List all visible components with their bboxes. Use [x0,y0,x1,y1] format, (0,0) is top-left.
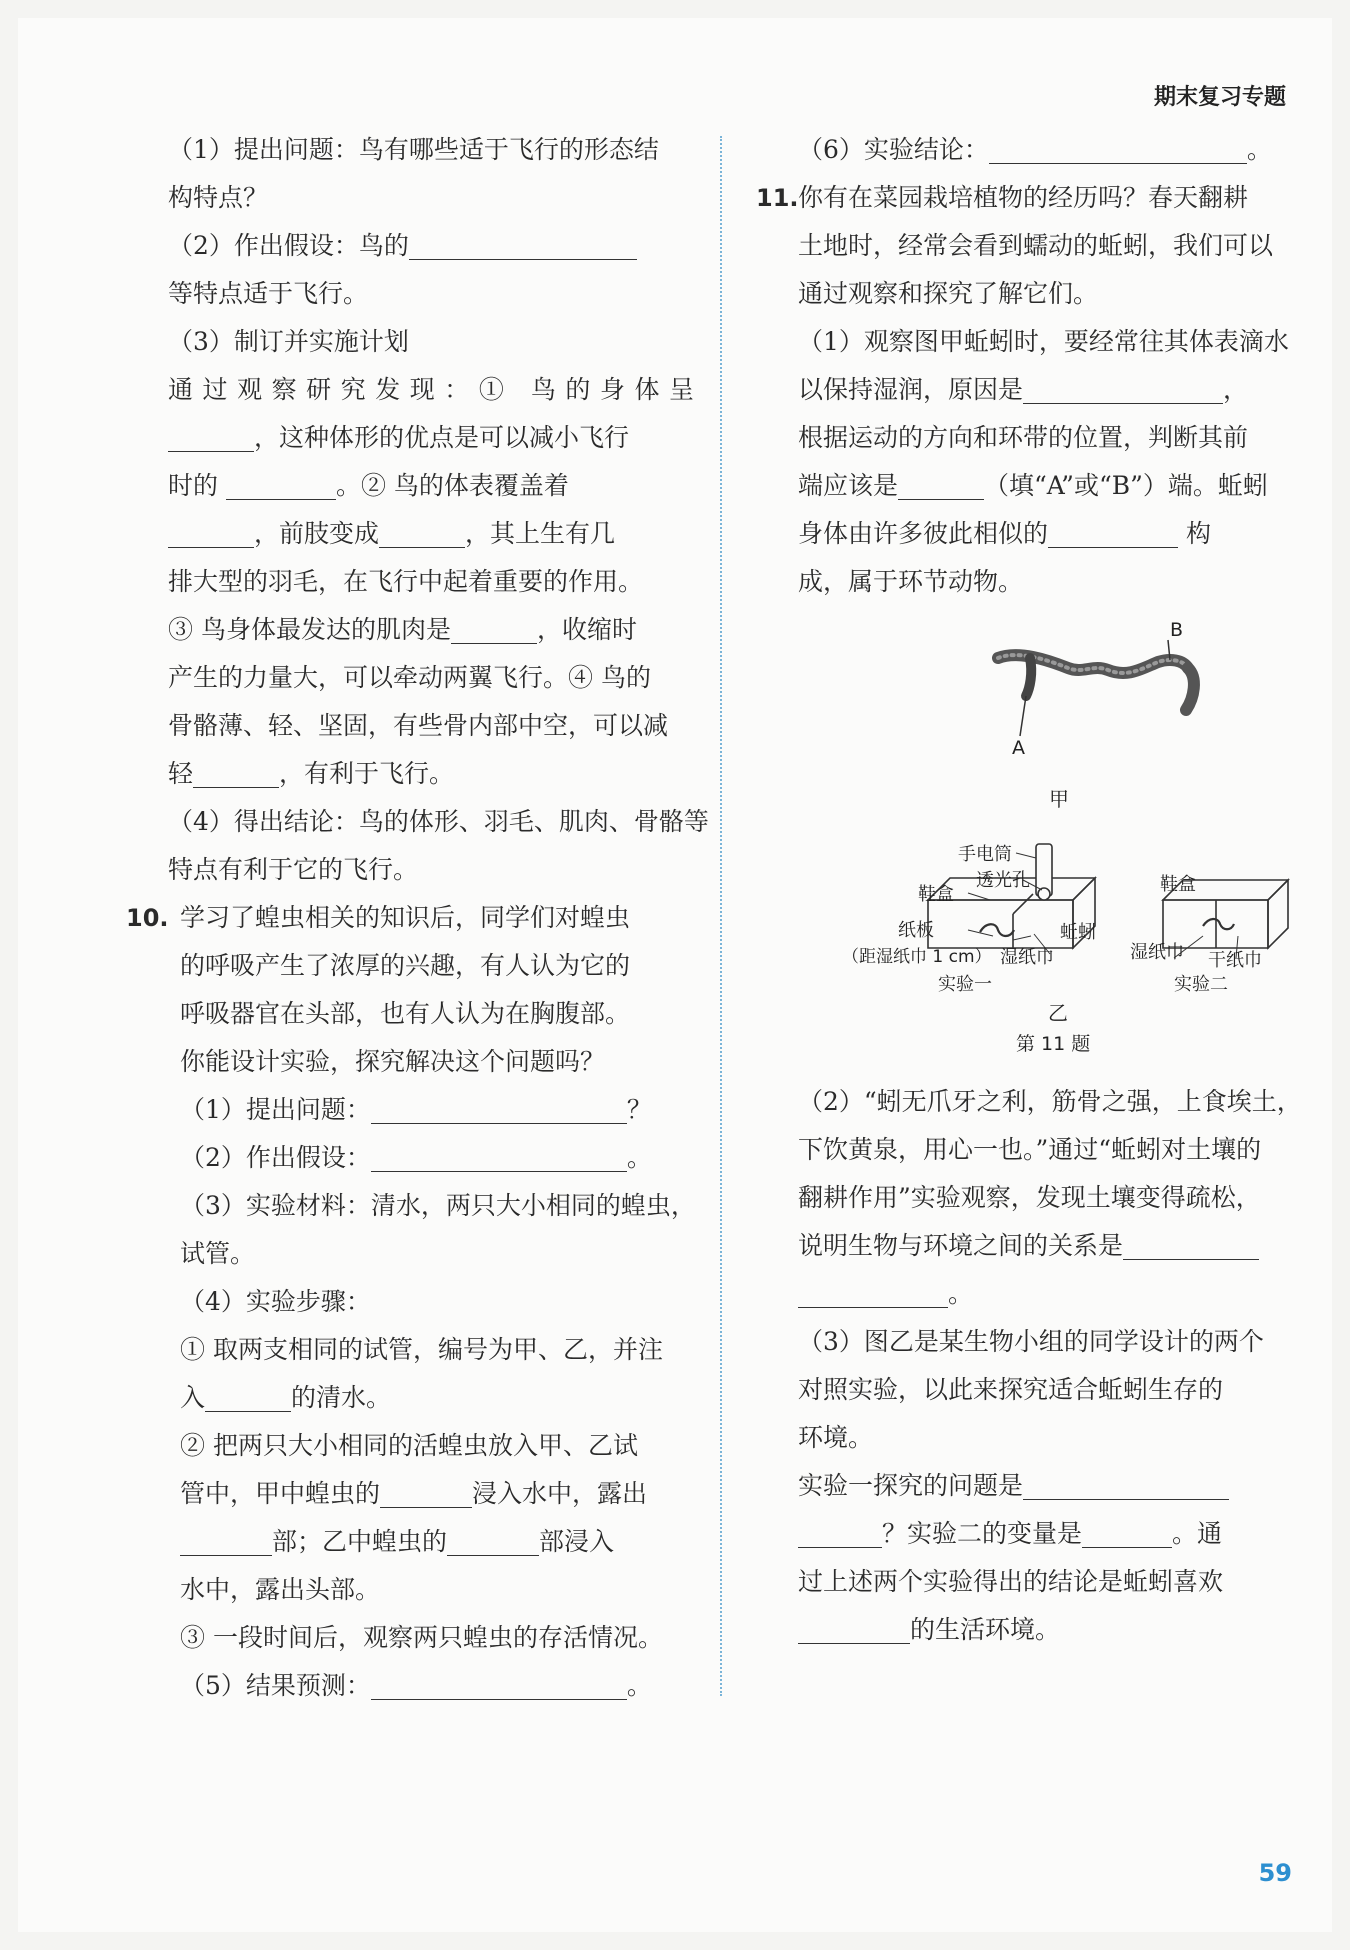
figure-caption: 第 11 题 [1016,1033,1091,1055]
q9-text: （2）作出假设：鸟的 [168,231,409,260]
q11-line [798,1606,1314,1654]
q10-line [180,1374,694,1422]
label-shoebox-1: 鞋盒 [918,884,954,905]
q9-line: 特点有利于它的飞行。 [168,855,419,884]
label-experiment-2: 实验二 [1174,974,1228,995]
q11-line [798,1270,1314,1318]
q11-text: 实验一探究的问题是 [798,1471,1024,1500]
answer-blank[interactable] [168,515,254,548]
label-experiment-1: 实验一 [938,974,992,995]
answer-blank[interactable] [379,515,465,548]
q9-text: ③ 鸟身体最发达的肌肉是 [168,615,451,644]
q9-line: （4）得出结论：鸟的体形、羽毛、肌肉、骨骼等 [168,807,709,836]
q11-line: 土地时，经常会看到蠕动的蚯蚓，我们可以 [798,231,1274,260]
q11-line: 你有在菜园栽培植物的经历吗？春天翻耕 [798,183,1249,212]
leader-lines [968,853,1238,958]
q9-text: ，收缩时 [536,615,637,644]
q11-text: 。 [948,1279,974,1308]
q11-text: 端应该是 [798,471,899,500]
q9-text: 轻 [168,759,194,788]
q9-line [168,510,694,558]
q9-line: （1）提出问题：鸟有哪些适于飞行的形态结 [168,135,659,164]
answer-blank[interactable] [798,1275,948,1308]
answer-blank[interactable] [380,1475,472,1508]
caption-yi: 乙 [1048,1001,1068,1025]
q10-conclusion-line [798,126,1314,174]
q10-line: （3）实验材料：清水，两只大小相同的蝗虫， [180,1191,696,1220]
label-cardboard-distance: （距湿纸巾 1 cm） [842,947,992,967]
q10-text: 浸入水中，露出 [472,1479,648,1508]
q11-line [798,462,1314,510]
q9-line [168,462,694,510]
q10-line [180,1470,694,1518]
q10-line: 学习了蝗虫相关的知识后，同学们对蝗虫 [180,903,631,932]
question-number: 10. [126,904,169,932]
q11-text: ？实验二的变量是 [882,1519,1083,1548]
q9-line [168,750,694,798]
answer-blank[interactable] [1082,1515,1172,1548]
q11-line: 下饮黄泉，用心一也。”通过“蚯蚓对土壤的 [798,1135,1262,1164]
q9-text: 时的 [168,471,219,500]
q11-text: 构 [1185,519,1211,548]
q10-text: 管中，甲中蝗虫的 [180,1479,381,1508]
q11-line: 对照实验，以此来探究适合蚯蚓生存的 [798,1375,1224,1404]
q9-line [168,414,694,462]
question-number: 11. [756,184,799,212]
label-shoebox-2: 鞋盒 [1160,874,1196,895]
q10-text: 。 [626,1671,652,1700]
answer-blank[interactable] [180,1523,272,1556]
q9-line: 等特点适于飞行。 [168,279,369,308]
page [18,18,1332,1932]
q9-text: ，前肢变成 [254,519,380,548]
q10-line [180,1518,694,1566]
q9-line [168,222,694,270]
column-divider [720,136,722,1696]
q9-line: 通过观察研究发现：① 鸟的身体呈 [168,375,694,404]
q11-line [798,1462,1314,1510]
q10-text: （1）提出问题： [180,1095,371,1124]
answer-blank[interactable] [371,1139,627,1172]
q11-line: 过上述两个实验得出的结论是蚯蚓喜欢 [798,1567,1224,1596]
q11-line: 成，属于环节动物。 [798,567,1024,596]
q9-line: 构特点？ [168,183,269,212]
q10-text: 入 [180,1383,206,1412]
q11-text: （填“A”或“B”）端。蚯蚓 [984,471,1268,500]
q11-text: 说明生物与环境之间的关系是 [798,1231,1124,1260]
label-earthworm: 蚯蚓 [1060,922,1096,943]
q10-line: ① 取两支相同的试管，编号为甲、乙，并注 [180,1335,663,1364]
q11-text: 以保持湿润，原因是 [798,375,1024,404]
label-wet-tissue-2: 湿纸巾 [1130,942,1184,963]
q10-line: （4）实验步骤： [180,1287,371,1316]
label-cardboard: 纸板 [898,920,934,941]
q11-line: 环境。 [798,1423,874,1452]
figure-svg [798,618,1314,1068]
q10-text: 。 [626,1143,652,1172]
q10-text: （2）作出假设： [180,1143,371,1172]
page-number: 59 [1258,1859,1292,1887]
label-b: B [1170,619,1184,641]
q10-line: 水中，露出头部。 [180,1575,381,1604]
answer-blank[interactable] [226,467,336,500]
q11-line: 通过观察和探究了解它们。 [798,279,1099,308]
q9-text: ，有利于飞行。 [279,759,455,788]
section-title: 期末复习专题 [1153,85,1286,110]
left-column [126,126,709,1710]
q11-line: 翻耕作用”实验观察，发现土壤变得疏松， [798,1183,1261,1212]
q10-line: 呼吸器官在头部，也有人认为在胸腹部。 [180,999,631,1028]
q10-line [180,1134,694,1182]
answer-blank[interactable] [193,755,279,788]
q11-line: 根据运动的方向和环带的位置，判断其前 [798,423,1249,452]
q10-text: ？ [626,1095,652,1124]
q11-line [798,1510,1314,1558]
label-dry-tissue: 干纸巾 [1208,950,1262,971]
label-a: A [1012,737,1025,759]
q11-line: （2）“蚓无爪牙之利，筋骨之强，上食埃土， [798,1087,1302,1116]
q10-text: （5）结果预测： [180,1671,371,1700]
answer-blank[interactable] [168,419,254,452]
q9-text: 。② 鸟的体表覆盖着 [335,471,569,500]
q9-line: 骨骼薄、轻、坚固，有些骨内部中空，可以减 [168,711,669,740]
q11-line: （3）图乙是某生物小组的同学设计的两个 [798,1327,1264,1356]
q10-line [180,1662,694,1710]
earthworm-illustration [998,640,1194,736]
q10-line: 你能设计实验，探究解决这个问题吗？ [180,1047,606,1076]
q10-text: 的清水。 [291,1383,392,1412]
q11-line [798,1222,1314,1270]
answer-blank[interactable] [798,1515,882,1548]
answer-blank[interactable] [409,227,637,260]
q10-text: 。 [1246,135,1272,164]
q10-text: （6）实验结论： [798,135,989,164]
answer-blank[interactable] [798,1611,910,1644]
q9-line: 排大型的羽毛，在飞行中起着重要的作用。 [168,567,644,596]
answer-blank[interactable] [1023,1467,1229,1500]
answer-blank[interactable] [205,1379,291,1412]
q11-line: （1）观察图甲蚯蚓时，要经常往其体表滴水 [798,327,1289,356]
q9-text: ，其上生有几 [465,519,616,548]
answer-blank[interactable] [989,131,1247,164]
q9-line [168,606,694,654]
answer-blank[interactable] [898,467,984,500]
q11-line [798,510,1314,558]
answer-blank[interactable] [371,1091,627,1124]
q9-line: 产生的力量大，可以牵动两翼飞行。④ 鸟的 [168,663,651,692]
q10-text: 部浸入 [539,1527,615,1556]
label-light-hole: 透光孔 [976,870,1030,891]
label-flashlight: 手电筒 [958,844,1012,865]
answer-blank[interactable] [447,1523,539,1556]
q10-text: 部；乙中蝗虫的 [272,1527,448,1556]
q10-line: ③ 一段时间后，观察两只蝗虫的存活情况。 [180,1623,663,1652]
q11-text: ， [1223,375,1249,404]
answer-blank[interactable] [1123,1227,1259,1260]
answer-blank[interactable] [451,611,537,644]
answer-blank[interactable] [1023,371,1223,404]
q9-text: ，这种体形的优点是可以减小飞行 [254,423,630,452]
q11-text: 身体由许多彼此相似的 [798,519,1049,548]
q10-line: 试管。 [180,1239,256,1268]
q10-line: ② 把两只大小相同的活蝗虫放入甲、乙试 [180,1431,638,1460]
q11-text: 的生活环境。 [910,1615,1061,1644]
q10-line [180,1086,694,1134]
question-10 [126,894,696,1710]
q11-line [798,366,1314,414]
label-wet-tissue-1: 湿纸巾 [1000,947,1054,968]
q10-line: 的呼吸产生了浓厚的兴趣，有人认为它的 [180,951,631,980]
q11-text: 。通 [1172,1519,1223,1548]
answer-blank[interactable] [1048,515,1178,548]
q11-figure [798,618,1314,1068]
caption-jia: 甲 [1049,787,1069,811]
answer-blank[interactable] [371,1667,627,1700]
q9-line: （3）制订并实施计划 [168,327,409,356]
